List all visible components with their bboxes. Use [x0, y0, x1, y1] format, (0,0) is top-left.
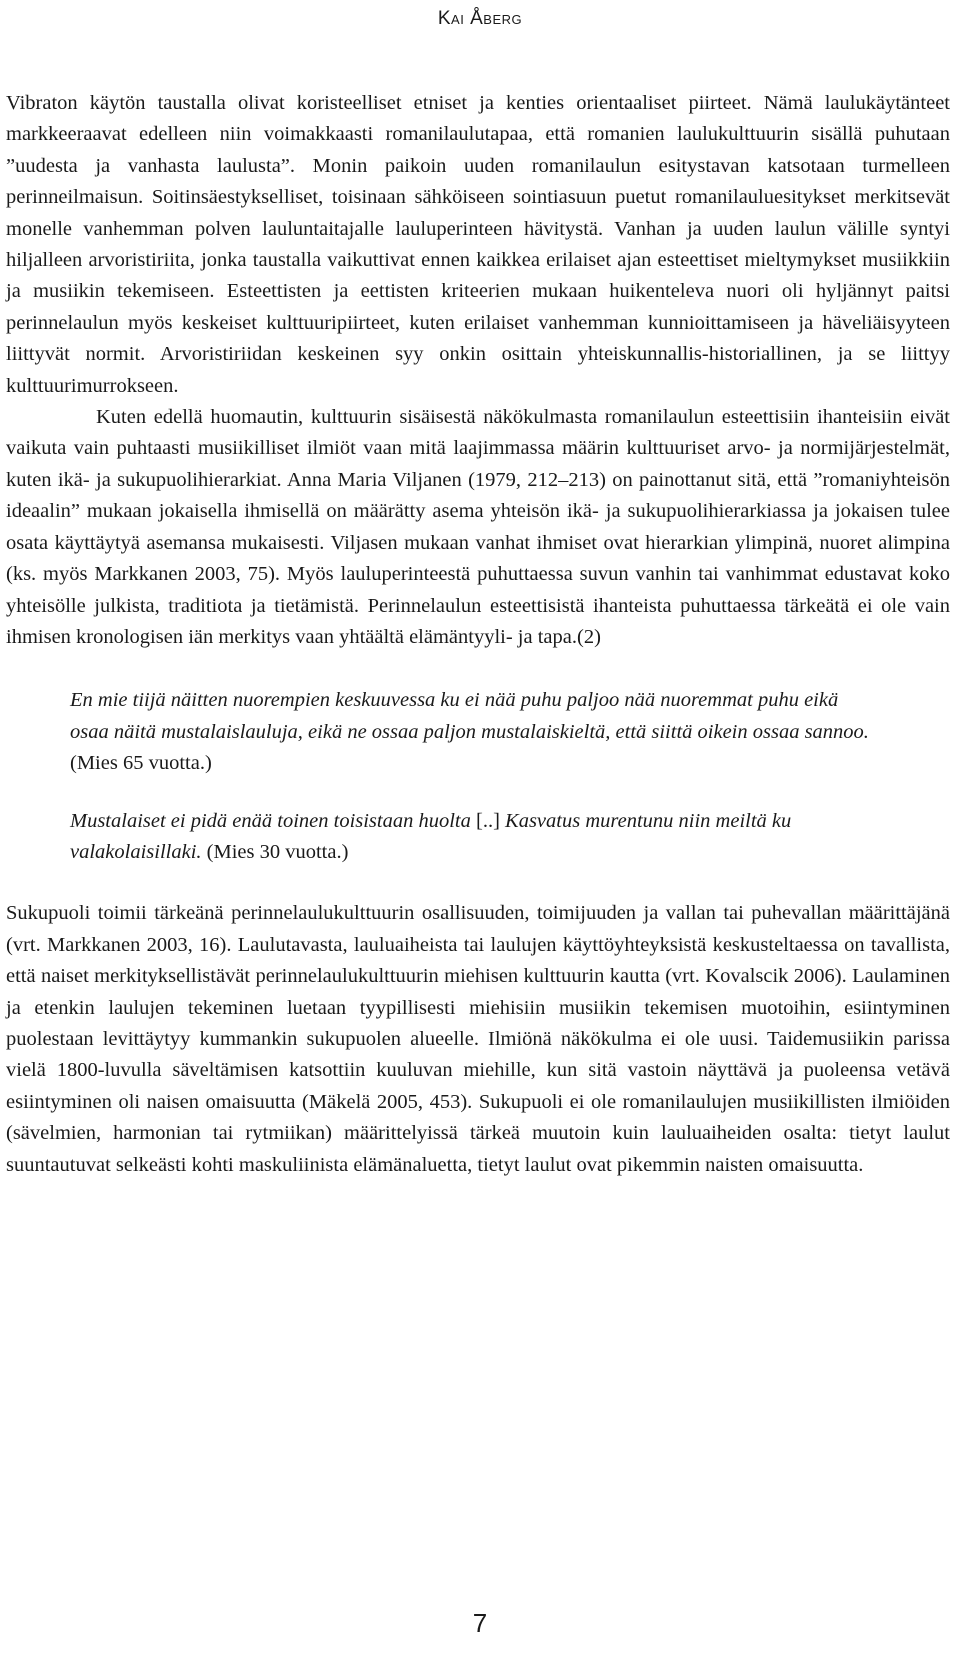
block-quote-2 [6, 806, 950, 869]
spacer [6, 868, 950, 898]
block-quote-2-ellipsis: [..] [470, 809, 506, 832]
block-quote-2-text-a: Mustalaiset ei pidä enää toinen toisistaan huolta [70, 809, 471, 832]
paragraph-vibrato-text-a: Vibraton käytön taustalla olivat koristeelliset etniset ja kenties orientaaliset piirteet. Nämä laulukäytänteet markkeeraavat edelleen niin voimakkaasti romanilaulutapaa, että romanien laulukulttuurin sisällä puhutaan ”uudesta ja vanhasta laulusta”. [6, 92, 950, 177]
running-head: Kai Åberg [437, 8, 523, 29]
page-number: 7 [472, 1608, 488, 1638]
paragraph-vibrato [6, 88, 950, 402]
paragraph-vibrato-text-b: Monin paikoin uuden romanilaulun esitystavan katsotaan turmelleen perinneilmaisun. Soitinsäestykselliset, toisinaan sähköiseen sointiasuun puetut romanilauluesitykset merkitsevät monelle vanhemman polven lauluntaitajalle lauluperinteen hävitystä. Vanhan ja uuden laulun välille syntyi hiljalleen arvoristiriita, jonka taustalla vaikuttivat ennen kaikkea erilaiset ajan esteettiset mieltymykset musiikkiin ja musiikin tekemiseen. Esteettisten ja eettisten kriteerien mukaan huikenteleva nuori oli hyljännyt paitsi perinnelaulun myös keskeiset kulttuuripiirteet, kuten erilaiset vanhemman kunnioittamiseen ja häveliäisyyteen liittyvät normit. Arvoristiriidan keskeinen syy onkin osittain yhteiskunnallis-historiallinen, ja se liittyy kulttuurimurrokseen. [6, 154, 950, 397]
spacer [6, 653, 950, 685]
block-quote-2-text-b: Kasvatus murentunu niin meiltä ku valakolaisillaki. [70, 809, 792, 863]
block-quote-1-attribution: (Mies 65 vuotta.) [70, 752, 212, 775]
spacer [6, 780, 950, 806]
block-quote-1 [6, 685, 950, 779]
paragraph-gender: Sukupuoli toimii tärkeänä perinnelaulukulttuurin osallisuuden, toimijuuden ja vallan tai puhevallan määrittäjänä (vrt. Markkanen 2003, 16). Laulutavasta, lauluaiheista tai laulujen käyttöyhteyksistä keskusteltaessa on tavallista, että naiset merkityksellistävät perinnelaulukulttuurin miehisen kulttuurin kautta (vrt. Kovalscik 2006). Laulaminen ja etenkin laulujen tekeminen luetaan tyypillisesti miehisiin musiikin tekemisen muotoihin, esiintyminen puolestaan levittäytyy kummankin sukupuolen alueelle. Ilmiönä näkökulma ei ole uusi. Taidemusiikin parissa vielä 1800-luvulla säveltämisen katsottiin kuuluvan miehille, kun sitä vastoin näyttävä ja puoleensa vetävä esiintyminen oli naisen omaisuutta (Mäkelä 2005, 453). Sukupuoli ei ole romanilaulujen musiikillisten ilmiöiden (sävelmien, harmonian tai rytmiikan) määrittelyissä tärkeä muutoin kuin lauluaiheiden osalta: tietyt laulut suuntautuvat selkeästi kohti maskuliinista elämänaluetta, tietyt laulut ovat pikemmin naisten omaisuutta. [6, 902, 950, 1176]
block-quote-1-text: En mie tiijä näitten nuorempien keskuuvessa ku ei nää puhu paljoo nää nuoremmat puhu eikä osaa näitä mustalaislauluja, eikä ne ossaa paljon mustalaiskieltä, että siittä oikein ossaa sannoo. [70, 689, 869, 743]
body-text [6, 88, 950, 1181]
block-quote-2-attribution: (Mies 30 vuotta.) [201, 840, 349, 863]
paragraph-aesthetics: Kuten edellä huomautin, kulttuurin sisäisestä näkökulmasta romanilaulun esteettisiin ihanteisiin eivät vaikuta vain puhtaasti musiikilliset ilmiöt vaan mitä laajimmassa määrin kulttuuriset arvo- ja normijärjestelmät, kuten ikä- ja sukupuolihierarkiat. Anna Maria Viljanen (1979, 212–213) on painottanut sitä, että ”romaniyhteisön ideaalin” mukaan jokaisella ihmisellä on määrätty asema yhteisön ikä- ja sukupuolihierarkiassa ja jokaisen tulee osata käyttäytyä asemansa mukaisesti. Viljasen mukaan vanhat ihmiset ovat hierarkian ylimpinä, nuoret alimpina (ks. myös Markkanen 2003, 75). Myös lauluperinteestä puhuttaessa suvun vanhin tai vanhimmat edustavat koko yhteisölle julkista, traditiota ja tietämistä. Perinnelaulun esteettisistä ihanteista puhuttaessa tärkeätä ei ole vain ihmisen kronologisen iän merkitys vaan yhtäältä elämäntyyli- ja tapa.(2) [6, 406, 950, 648]
